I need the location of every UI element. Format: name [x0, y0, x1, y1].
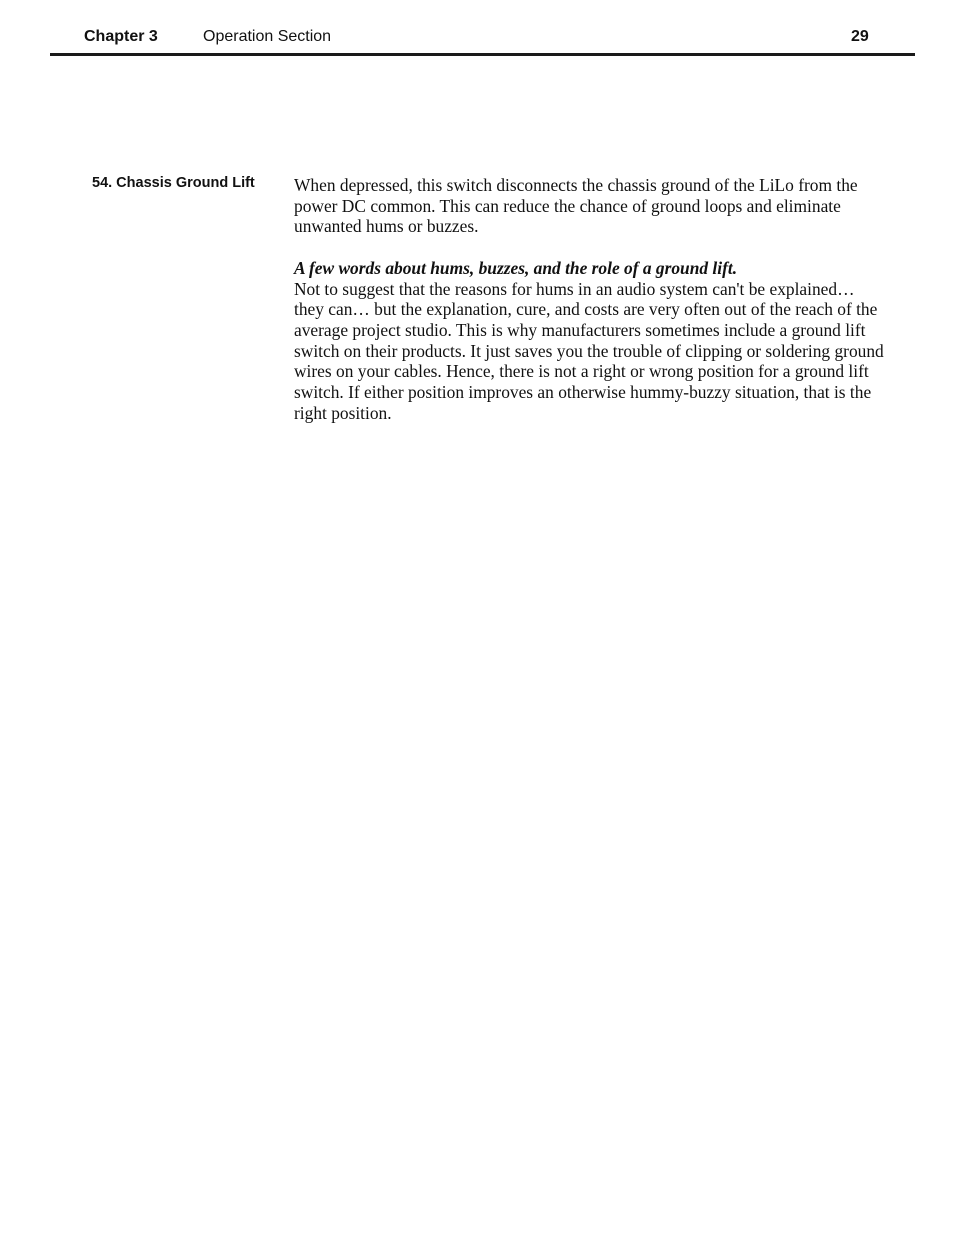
item-heading: 54. Chassis Ground Lift — [92, 175, 255, 191]
body-paragraph: Not to suggest that the reasons for hums in an audio system can't be explained…they can… but the explanation, cure, and costs are very often out of the reach of the average project studio. This is why manufacturers sometimes include a ground lift switch on their products. It just saves you the trouble of clipping or soldering ground wires on your cables. Hence, there is not a right or wrong position for a ground lift switch. If either position improves an otherwise hummy-buzzy situation, that is the right position. — [294, 278, 884, 423]
section-title: Operation Section — [203, 28, 332, 45]
page-header — [50, 0, 915, 56]
item-body — [294, 175, 884, 423]
intro-paragraph: When depressed, this switch disconnects the chassis ground of the LiLo from the power DC common. This can reduce the chance of ground loops and eliminate unwanted hums or buzzes. — [294, 175, 858, 237]
paragraph-spacer — [294, 237, 884, 258]
page-number: 29 — [851, 28, 869, 45]
chapter-label: Chapter 3 — [84, 28, 158, 45]
subheading: A few words about hums, buzzes, and the role of a ground lift. — [294, 257, 738, 278]
